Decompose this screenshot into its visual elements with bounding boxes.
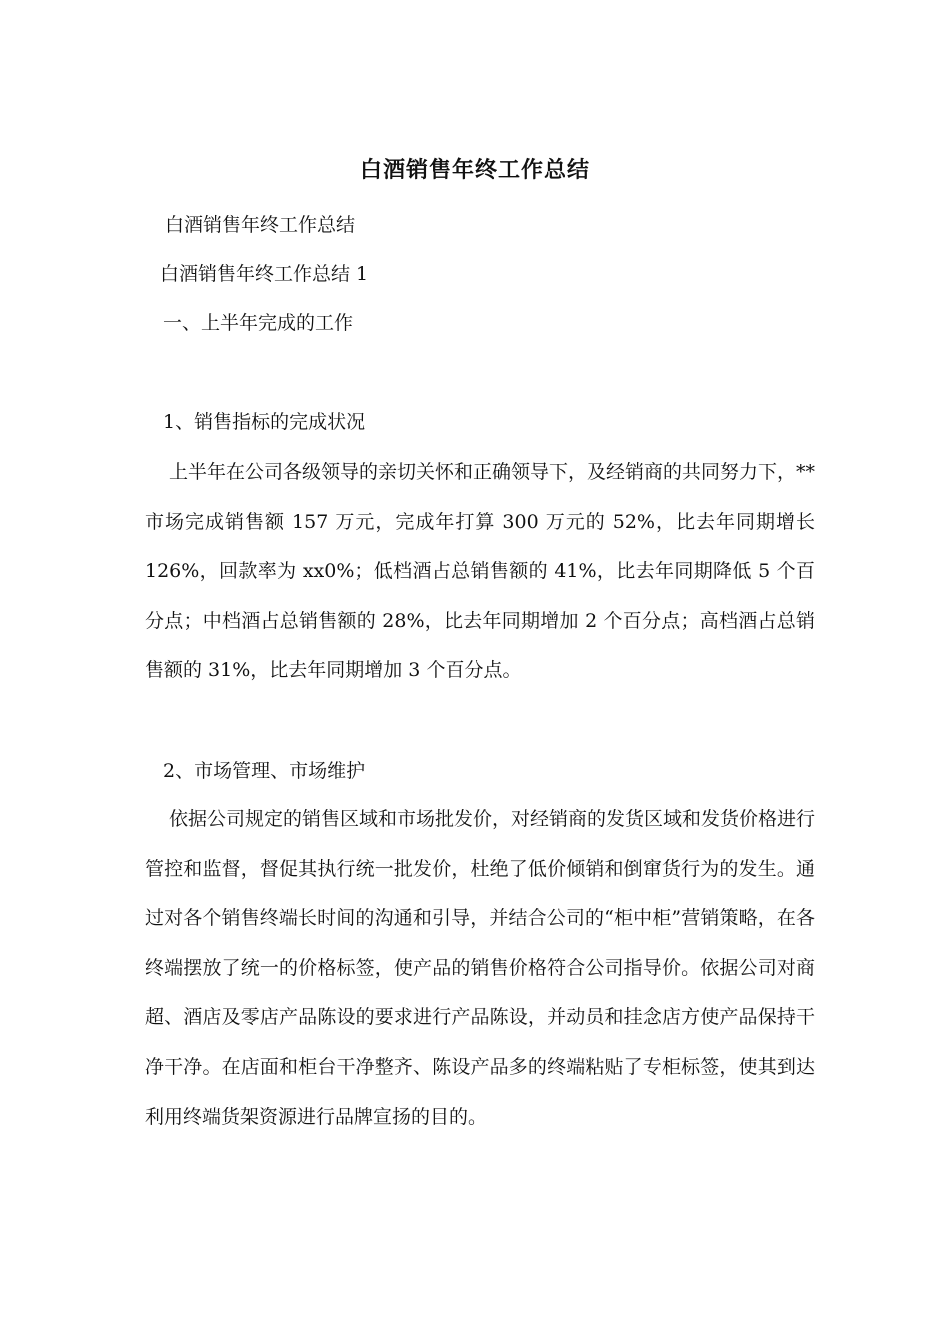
document-title: 白酒销售年终工作总结 xyxy=(359,157,590,183)
item-heading-market-management: 2、市场管理、市场维护 xyxy=(163,760,366,782)
paragraph-market-management: 依据公司规定的销售区域和市场批发价，对经销商的发货区域和发货价格进行管控和监督，督促其执行统一批发价，杜绝了低价倾销和倒窜货行为的发生。通过对各个销售终端长时间的沟通和引导，并结合公司的“柜中柜”营销策略，在各终端摆放了统一的价格标签，使产品的销售价格符合公司指导价。依据公司对商超、酒店及零店产品陈设的要求进行产品陈设，并动员和挂念店方使产品保持干净干净。在店面和柜台干净整齐、陈设产品多的终端粘贴了专柜标签，使其到达利用终端货架资源进行品牌宣扬的目的。 xyxy=(145,808,816,1128)
section-heading-first-half: 一、上半年完成的工作 xyxy=(163,312,354,334)
section-heading-1: 白酒销售年终工作总结 1 xyxy=(160,263,369,285)
document-subtitle: 白酒销售年终工作总结 xyxy=(165,214,356,236)
paragraph-sales-targets: 上半年在公司各级领导的亲切关怀和正确领导下，及经销商的共同努力下，** 市场完成销售额 157 万元，完成年打算 300 万元的 52%，比去年同期增长 126%，回款率为 xx0%；低档酒占总销售额的 41%，比去年同期降低 5 个百分点；中档酒占总销售额的 28%，比去年同期增加 2 个百分点；高档酒占总销售额的 31%，比去年同期增加 3 个百分点。 xyxy=(145,461,816,682)
item-heading-sales-targets: 1、销售指标的完成状况 xyxy=(163,411,366,433)
